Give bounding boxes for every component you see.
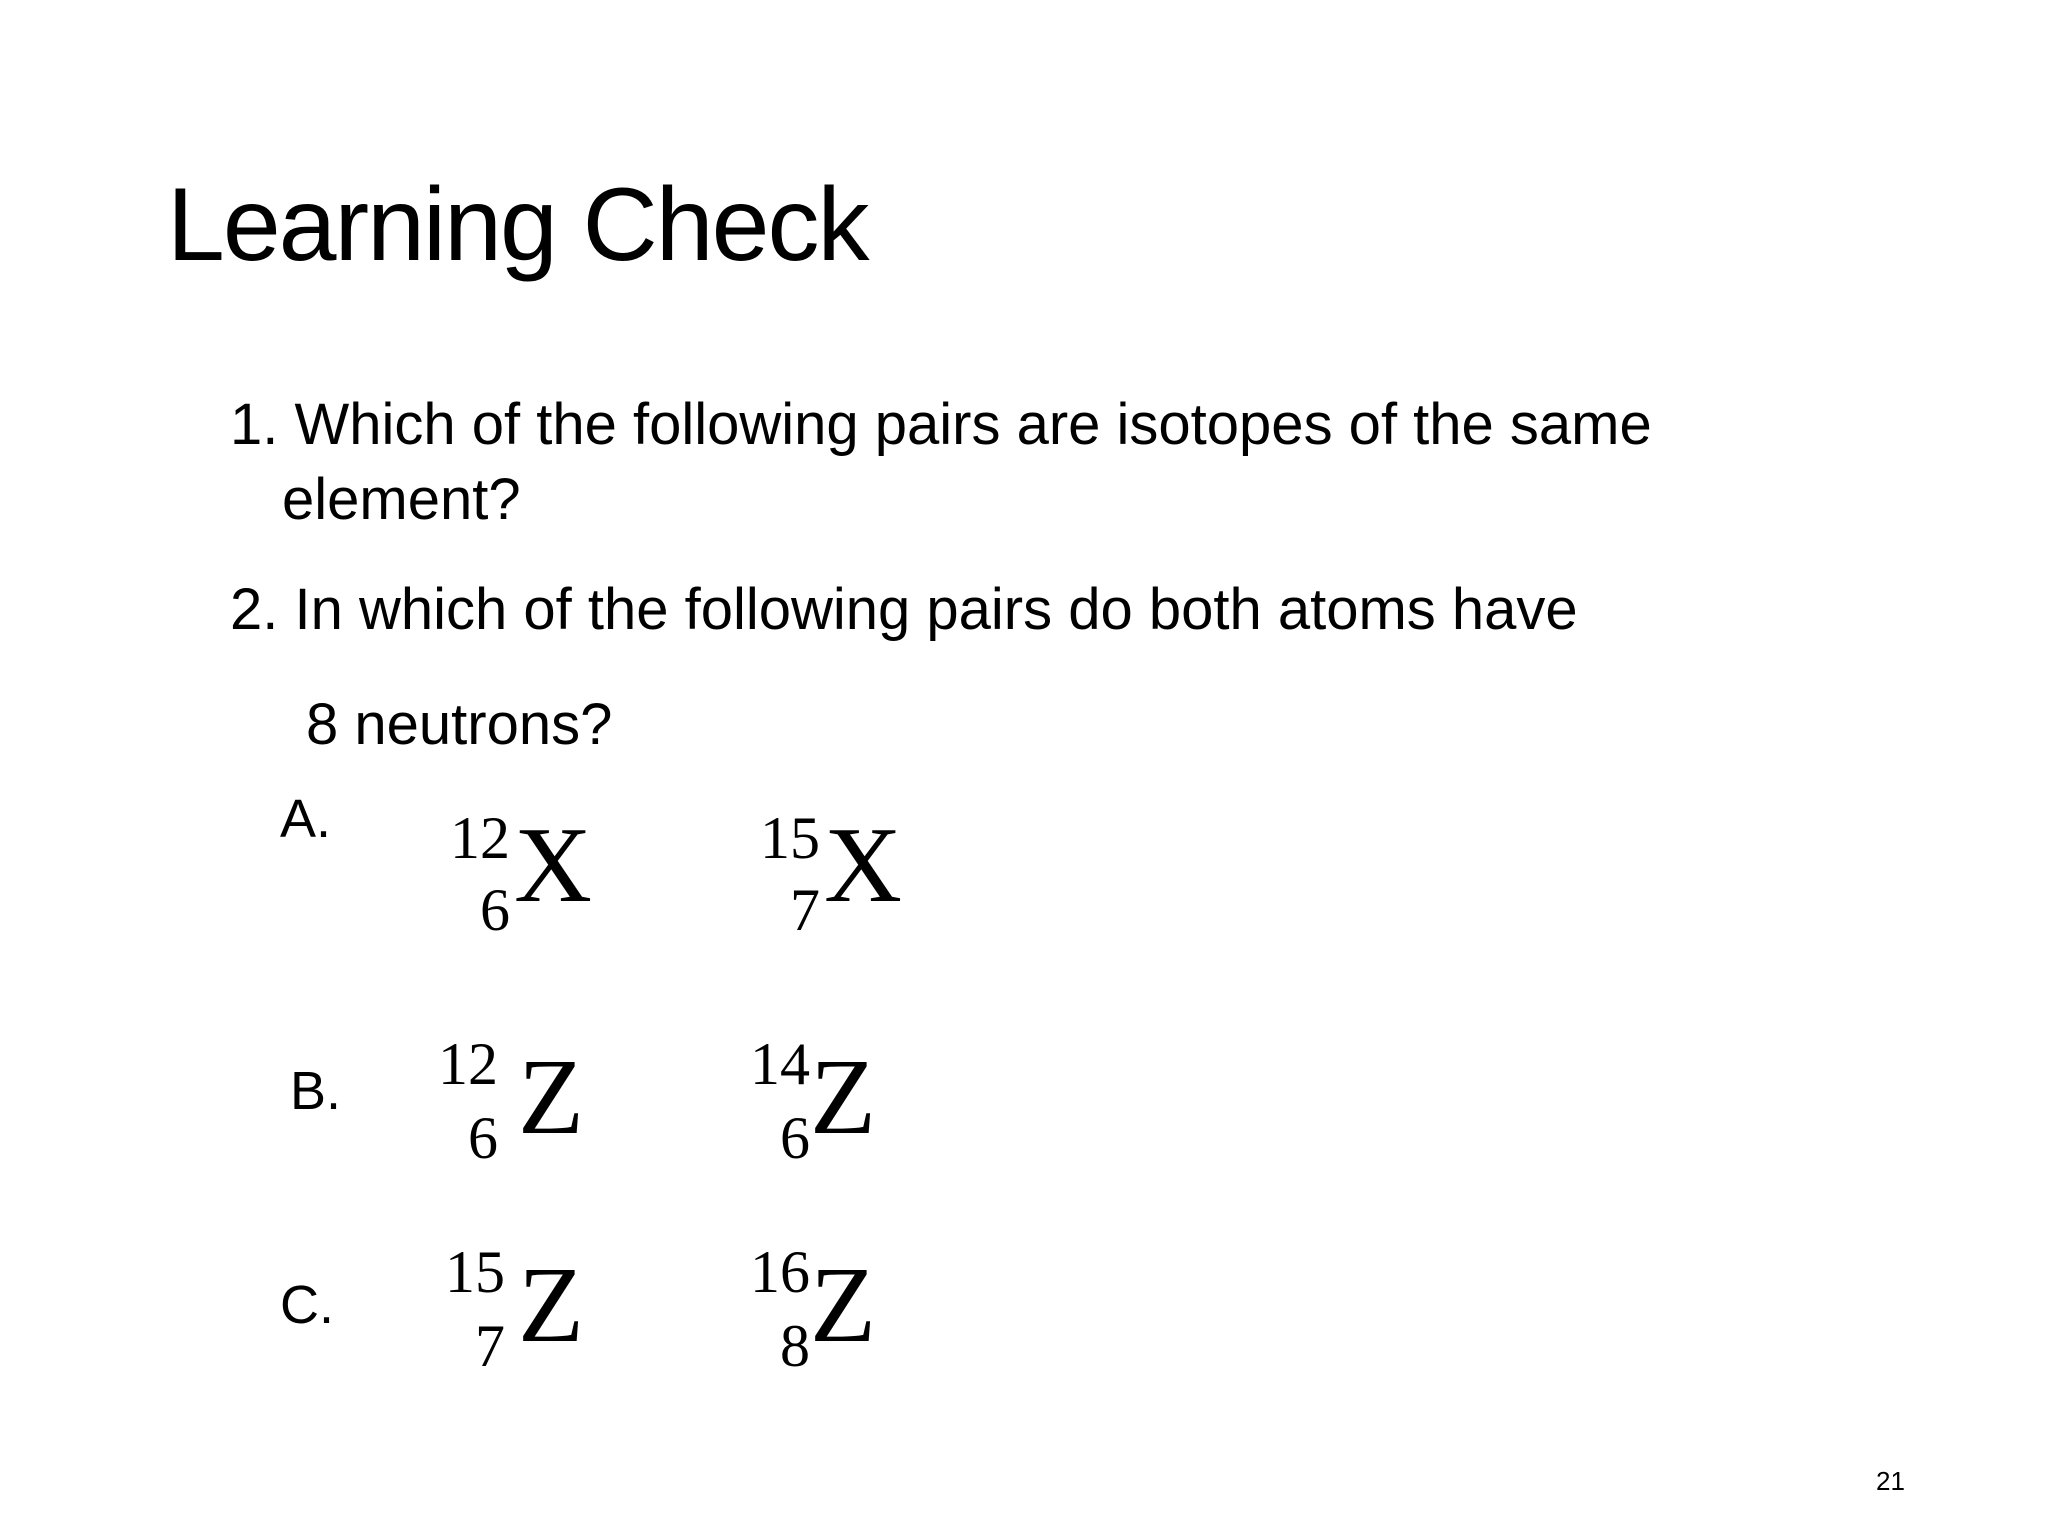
atomic-number: 7 — [790, 877, 820, 943]
mass-number: 16 — [750, 1239, 810, 1305]
page-number: 21 — [1876, 1466, 1905, 1496]
mass-number: 15 — [445, 1239, 505, 1305]
atomic-number: 8 — [780, 1313, 810, 1379]
element-symbol: Z — [518, 1038, 584, 1157]
element-symbol: X — [514, 806, 592, 925]
atomic-number: 6 — [480, 877, 510, 943]
question-1-line-1: 1. Which of the following pairs are isotopes of the same — [230, 392, 1652, 457]
option-a-label: A. — [280, 789, 332, 849]
atomic-number: 6 — [780, 1105, 810, 1171]
slide-title: Learning Check — [167, 167, 868, 283]
mass-number: 12 — [438, 1031, 498, 1097]
mass-number: 14 — [750, 1031, 810, 1097]
atomic-number: 7 — [475, 1313, 505, 1379]
element-symbol: Z — [518, 1246, 584, 1365]
atomic-number: 6 — [468, 1105, 498, 1171]
element-symbol: X — [824, 806, 902, 925]
element-symbol: Z — [810, 1246, 876, 1365]
question-1-line-2: element? — [282, 467, 521, 532]
mass-number: 12 — [450, 805, 510, 871]
option-c-label: C. — [280, 1275, 334, 1335]
question-2-line-2: 8 neutrons? — [306, 692, 613, 757]
mass-number: 15 — [760, 805, 820, 871]
option-b-label: B. — [290, 1061, 342, 1121]
question-2-line-1: 2. In which of the following pairs do both atoms have — [230, 577, 1578, 642]
element-symbol: Z — [810, 1038, 876, 1157]
